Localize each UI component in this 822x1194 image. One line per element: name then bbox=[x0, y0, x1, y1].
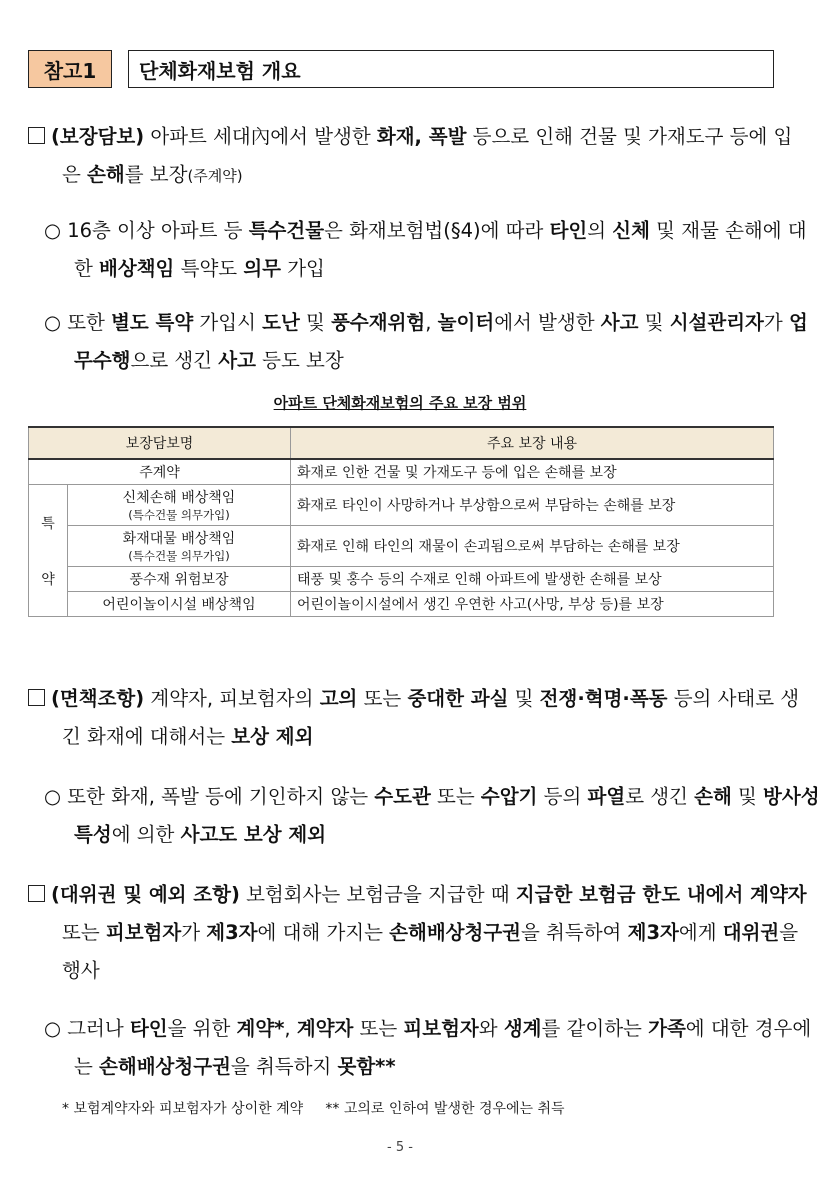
table-cell: 화재대물 배상책임 (특수건물 의무가입) bbox=[68, 526, 291, 567]
table-cell: 어린이놀이시설에서 생긴 우연한 사고(사망, 부상 등)를 보장 bbox=[291, 592, 774, 617]
subrogation-bullet: ○ 그러나 타인을 위한 계약*, 계약자 또는 피보험자와 생계를 같이하는 가족에 대한 경우에는 손해배상청구권을 취득하지 못함** bbox=[44, 1017, 812, 1078]
table-cell: 화재로 타인이 사망하거나 부상함으로써 부담하는 손해를 보장 bbox=[291, 485, 774, 526]
footnote: * 보험계약자와 피보험자가 상이한 계약 ** 고의로 인하여 발생한 경우에는 취득 bbox=[62, 1101, 565, 1117]
checkbox-square-icon bbox=[28, 689, 45, 706]
exemption-bullet: ○ 또한 화재, 폭발 등에 기인하지 않는 수도관 또는 수압기 등의 파열로 생긴 손해 및 방사성 특성에 의한 사고도 보상 제외 bbox=[44, 785, 820, 846]
reference-tag: 참고1 bbox=[28, 50, 112, 88]
table-header: 주요 보장 내용 bbox=[291, 427, 774, 459]
subrogation-paragraph: (대위권 및 예외 조항) 보험회사는 보험금을 지급한 때 지급한 보험금 한도 내에서 계약자 또는 피보험자가 제3자에 대해 가지는 손해배상청구권을 취득하여 제3자에게 대위권을 행사 bbox=[28, 876, 810, 990]
page-number: - 5 - bbox=[387, 1140, 413, 1155]
table-row bbox=[29, 567, 774, 592]
table-cell: 어린이놀이시설 배상책임 bbox=[68, 592, 291, 617]
table-header: 보장담보명 bbox=[29, 427, 291, 459]
exemption-paragraph: (면책조항) 계약자, 피보험자의 고의 또는 중대한 과실 및 전쟁·혁명·폭동 등의 사태로 생긴 화재에 대해서는 보상 제외 bbox=[28, 680, 810, 756]
table-row bbox=[29, 459, 774, 485]
table-row bbox=[29, 526, 774, 567]
table-cell: 풍수재 위험보장 bbox=[68, 567, 291, 592]
table-cell: 주계약 bbox=[29, 459, 291, 485]
table-row bbox=[29, 592, 774, 617]
table-cell: 화재로 인한 건물 및 가재도구 등에 입은 손해를 보장 bbox=[291, 459, 774, 485]
page-title: 단체화재보험 개요 bbox=[128, 50, 774, 88]
special-building-bullet: ○ 16층 이상 아파트 등 특수건물은 화재보험법(§4)에 따라 타인의 신체 및 재물 손해에 대한 배상책임 특약도 의무 가입 bbox=[44, 219, 807, 280]
table-header-row bbox=[29, 427, 774, 459]
table-caption: 아파트 단체화재보험의 주요 보장 범위 bbox=[273, 394, 527, 412]
coverage-table bbox=[28, 426, 774, 617]
coverage-paragraph: (보장담보) 아파트 세대內에서 발생한 화재, 폭발 등으로 인해 건물 및 가재도구 등에 입은 손해를 보장(주계약) bbox=[28, 118, 810, 195]
checkbox-square-icon bbox=[28, 127, 45, 144]
table-cell: 화재로 인해 타인의 재물이 손괴됨으로써 부담하는 손해를 보장 bbox=[291, 526, 774, 567]
checkbox-square-icon bbox=[28, 885, 45, 902]
table-row bbox=[29, 485, 774, 526]
rider-label-cell: 특 약 bbox=[29, 485, 68, 617]
table-cell: 태풍 및 홍수 등의 수재로 인해 아파트에 발생한 손해를 보상 bbox=[291, 567, 774, 592]
table-cell: 신체손해 배상책임 (특수건물 의무가입) bbox=[68, 485, 291, 526]
special-rider-bullet: ○ 또한 별도 특약 가입시 도난 및 풍수재위험, 놀이터에서 발생한 사고 및 시설관리자가 업무수행으로 생긴 사고 등도 보장 bbox=[44, 311, 808, 372]
